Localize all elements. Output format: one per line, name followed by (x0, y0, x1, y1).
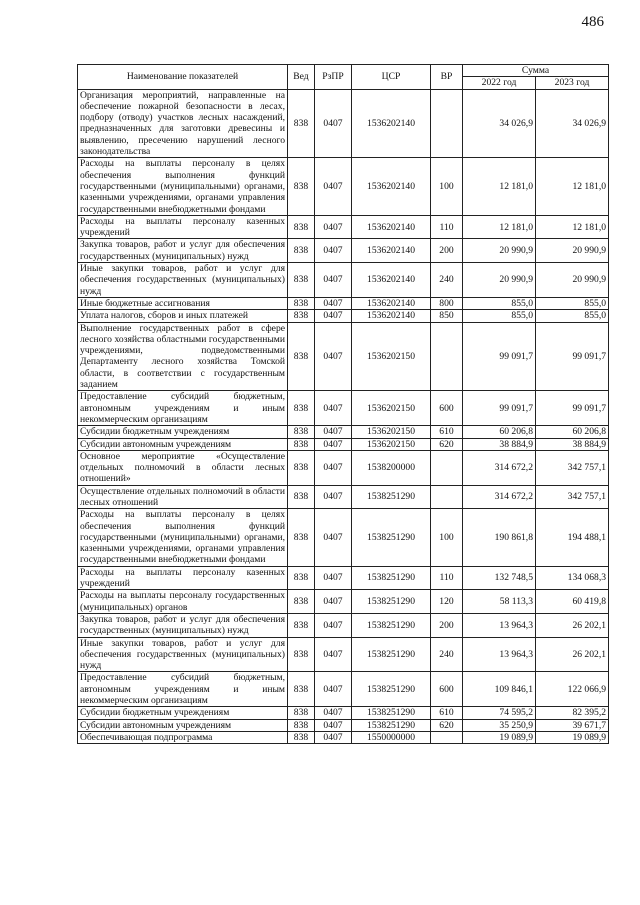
cell-ved: 838 (288, 450, 315, 485)
cell-rzpr: 0407 (315, 707, 352, 719)
header-year-2023: 2023 год (536, 77, 609, 89)
cell-y2022: 314 672,2 (463, 485, 536, 509)
cell-name: Расходы на выплаты персоналу казенных учреждений (78, 215, 288, 239)
cell-vr: 610 (431, 707, 463, 719)
cell-csr: 1538200000 (352, 450, 431, 485)
cell-y2022: 20 990,9 (463, 263, 536, 298)
cell-y2022: 12 181,0 (463, 158, 536, 215)
table-row (78, 719, 609, 731)
cell-rzpr: 0407 (315, 426, 352, 438)
cell-name: Предоставление субсидий бюджетным, автономным учреждениям и иным некоммерческим организациям (78, 672, 288, 707)
header-ved: Вед (288, 65, 315, 90)
cell-y2022: 12 181,0 (463, 215, 536, 239)
cell-y2022: 855,0 (463, 310, 536, 322)
cell-ved: 838 (288, 297, 315, 309)
cell-y2022: 35 250,9 (463, 719, 536, 731)
cell-csr: 1538251290 (352, 485, 431, 509)
cell-rzpr: 0407 (315, 310, 352, 322)
cell-ved: 838 (288, 263, 315, 298)
cell-name: Закупка товаров, работ и услуг для обеспечения государственных (муниципальных) нужд (78, 613, 288, 637)
header-name: Наименование показателей (78, 65, 288, 90)
cell-rzpr: 0407 (315, 719, 352, 731)
cell-ved: 838 (288, 158, 315, 215)
cell-vr: 600 (431, 672, 463, 707)
cell-y2023: 60 206,8 (536, 426, 609, 438)
cell-rzpr: 0407 (315, 566, 352, 590)
cell-y2022: 190 861,8 (463, 509, 536, 566)
cell-ved: 838 (288, 637, 315, 672)
cell-y2023: 60 419,8 (536, 590, 609, 614)
table-row (78, 297, 609, 309)
header-csr: ЦСР (352, 65, 431, 90)
cell-ved: 838 (288, 707, 315, 719)
table-body (78, 89, 609, 744)
cell-csr: 1538251290 (352, 509, 431, 566)
cell-y2022: 60 206,8 (463, 426, 536, 438)
table-row (78, 672, 609, 707)
table-row (78, 438, 609, 450)
cell-y2022: 19 089,9 (463, 731, 536, 743)
cell-y2022: 132 748,5 (463, 566, 536, 590)
cell-name: Субсидии бюджетным учреждениям (78, 707, 288, 719)
cell-csr: 1538251290 (352, 566, 431, 590)
cell-rzpr: 0407 (315, 239, 352, 263)
cell-ved: 838 (288, 672, 315, 707)
cell-rzpr: 0407 (315, 485, 352, 509)
cell-vr: 610 (431, 426, 463, 438)
table-row (78, 310, 609, 322)
cell-vr: 110 (431, 566, 463, 590)
cell-rzpr: 0407 (315, 322, 352, 391)
cell-rzpr: 0407 (315, 672, 352, 707)
table-row (78, 731, 609, 743)
table-row (78, 707, 609, 719)
cell-rzpr: 0407 (315, 89, 352, 158)
cell-csr: 1538251290 (352, 707, 431, 719)
cell-rzpr: 0407 (315, 590, 352, 614)
cell-csr: 1538251290 (352, 719, 431, 731)
cell-csr: 1536202140 (352, 239, 431, 263)
cell-ved: 838 (288, 719, 315, 731)
table-row (78, 158, 609, 215)
table-row (78, 263, 609, 298)
cell-csr: 1536202140 (352, 215, 431, 239)
table-row (78, 566, 609, 590)
cell-name: Расходы на выплаты персоналу в целях обеспечения выполнения функций государственными (муниципальными) органами, казенными учреждениями, органами управления государственными внебюджетными фондами (78, 158, 288, 215)
cell-y2022: 13 964,3 (463, 637, 536, 672)
cell-vr: 600 (431, 391, 463, 426)
cell-vr (431, 89, 463, 158)
cell-ved: 838 (288, 590, 315, 614)
cell-csr: 1536202140 (352, 297, 431, 309)
cell-rzpr: 0407 (315, 637, 352, 672)
cell-vr: 240 (431, 637, 463, 672)
cell-y2023: 342 757,1 (536, 485, 609, 509)
table-row (78, 450, 609, 485)
cell-y2023: 99 091,7 (536, 391, 609, 426)
cell-vr (431, 450, 463, 485)
cell-y2022: 58 113,3 (463, 590, 536, 614)
cell-y2022: 20 990,9 (463, 239, 536, 263)
cell-rzpr: 0407 (315, 613, 352, 637)
cell-y2023: 12 181,0 (536, 158, 609, 215)
cell-name: Иные бюджетные ассигнования (78, 297, 288, 309)
cell-ved: 838 (288, 731, 315, 743)
cell-name: Субсидии автономным учреждениям (78, 438, 288, 450)
cell-name: Основное мероприятие «Осуществление отдельных полномочий в области лесных отношений» (78, 450, 288, 485)
cell-vr: 110 (431, 215, 463, 239)
cell-name: Иные закупки товаров, работ и услуг для обеспечения государственных (муниципальных) нужд (78, 263, 288, 298)
cell-y2023: 34 026,9 (536, 89, 609, 158)
cell-name: Расходы на выплаты персоналу в целях обеспечения выполнения функций государственными (муниципальными) органами, казенными учреждениями, органами управления государственными внебюджетными фондами (78, 509, 288, 566)
cell-rzpr: 0407 (315, 158, 352, 215)
cell-y2022: 38 884,9 (463, 438, 536, 450)
table-row (78, 509, 609, 566)
cell-csr: 1550000000 (352, 731, 431, 743)
cell-csr: 1536202140 (352, 89, 431, 158)
cell-vr: 100 (431, 158, 463, 215)
cell-ved: 838 (288, 239, 315, 263)
header-sum: Сумма (463, 65, 609, 77)
cell-csr: 1538251290 (352, 613, 431, 637)
cell-vr: 850 (431, 310, 463, 322)
cell-name: Предоставление субсидий бюджетным, автономным учреждениям и иным некоммерческим организациям (78, 391, 288, 426)
cell-csr: 1538251290 (352, 637, 431, 672)
cell-name: Расходы на выплаты персоналу казенных учреждений (78, 566, 288, 590)
cell-name: Обеспечивающая подпрограмма (78, 731, 288, 743)
cell-rzpr: 0407 (315, 450, 352, 485)
cell-rzpr: 0407 (315, 391, 352, 426)
cell-name: Субсидии бюджетным учреждениям (78, 426, 288, 438)
cell-y2023: 82 395,2 (536, 707, 609, 719)
cell-name: Субсидии автономным учреждениям (78, 719, 288, 731)
cell-y2023: 855,0 (536, 297, 609, 309)
cell-ved: 838 (288, 89, 315, 158)
header-vr: ВР (431, 65, 463, 90)
table-row (78, 322, 609, 391)
cell-vr: 100 (431, 509, 463, 566)
cell-ved: 838 (288, 613, 315, 637)
cell-vr: 800 (431, 297, 463, 309)
cell-y2022: 99 091,7 (463, 391, 536, 426)
cell-ved: 838 (288, 566, 315, 590)
cell-ved: 838 (288, 438, 315, 450)
cell-y2022: 109 846,1 (463, 672, 536, 707)
cell-y2023: 26 202,1 (536, 637, 609, 672)
cell-csr: 1536202150 (352, 438, 431, 450)
table-row (78, 637, 609, 672)
header-year-2022: 2022 год (463, 77, 536, 89)
cell-ved: 838 (288, 391, 315, 426)
cell-y2023: 855,0 (536, 310, 609, 322)
cell-name: Выполнение государственных работ в сфере лесного хозяйства областными государственными учреждениями, подведомственными Департаменту лесного хозяйства Томской области, в соответствии с государственным заданием (78, 322, 288, 391)
cell-name: Осуществление отдельных полномочий в области лесных отношений (78, 485, 288, 509)
cell-ved: 838 (288, 426, 315, 438)
budget-table (77, 64, 609, 744)
table-row (78, 613, 609, 637)
header-rzpr: РзПР (315, 65, 352, 90)
cell-y2022: 13 964,3 (463, 613, 536, 637)
cell-name: Иные закупки товаров, работ и услуг для обеспечения государственных (муниципальных) нужд (78, 637, 288, 672)
cell-name: Расходы на выплаты персоналу государственных (муниципальных) органов (78, 590, 288, 614)
cell-rzpr: 0407 (315, 731, 352, 743)
page-number: 486 (581, 14, 604, 30)
cell-rzpr: 0407 (315, 509, 352, 566)
table-row (78, 391, 609, 426)
cell-csr: 1536202150 (352, 322, 431, 391)
cell-csr: 1536202150 (352, 426, 431, 438)
cell-vr (431, 322, 463, 391)
cell-rzpr: 0407 (315, 438, 352, 450)
cell-y2023: 26 202,1 (536, 613, 609, 637)
cell-csr: 1536202140 (352, 310, 431, 322)
cell-y2022: 99 091,7 (463, 322, 536, 391)
table-row (78, 590, 609, 614)
cell-csr: 1536202150 (352, 391, 431, 426)
cell-y2022: 34 026,9 (463, 89, 536, 158)
cell-y2023: 122 066,9 (536, 672, 609, 707)
cell-csr: 1536202140 (352, 158, 431, 215)
table-row (78, 426, 609, 438)
cell-vr: 120 (431, 590, 463, 614)
cell-vr: 240 (431, 263, 463, 298)
cell-y2023: 99 091,7 (536, 322, 609, 391)
cell-y2023: 194 488,1 (536, 509, 609, 566)
cell-ved: 838 (288, 215, 315, 239)
table-row (78, 485, 609, 509)
cell-vr: 200 (431, 613, 463, 637)
cell-y2023: 12 181,0 (536, 215, 609, 239)
cell-csr: 1538251290 (352, 672, 431, 707)
cell-vr (431, 485, 463, 509)
cell-vr: 200 (431, 239, 463, 263)
cell-y2023: 20 990,9 (536, 239, 609, 263)
table-header (78, 65, 609, 90)
cell-y2023: 19 089,9 (536, 731, 609, 743)
cell-ved: 838 (288, 509, 315, 566)
table-row (78, 239, 609, 263)
cell-vr (431, 731, 463, 743)
cell-vr: 620 (431, 438, 463, 450)
cell-rzpr: 0407 (315, 263, 352, 298)
cell-y2023: 38 884,9 (536, 438, 609, 450)
cell-vr: 620 (431, 719, 463, 731)
cell-rzpr: 0407 (315, 297, 352, 309)
cell-ved: 838 (288, 485, 315, 509)
cell-y2023: 20 990,9 (536, 263, 609, 298)
cell-y2022: 855,0 (463, 297, 536, 309)
table-row (78, 215, 609, 239)
cell-ved: 838 (288, 322, 315, 391)
cell-csr: 1538251290 (352, 590, 431, 614)
cell-y2022: 74 595,2 (463, 707, 536, 719)
cell-y2023: 39 671,7 (536, 719, 609, 731)
cell-name: Закупка товаров, работ и услуг для обеспечения государственных (муниципальных) нужд (78, 239, 288, 263)
cell-y2023: 134 068,3 (536, 566, 609, 590)
cell-csr: 1536202140 (352, 263, 431, 298)
table-row (78, 89, 609, 158)
cell-rzpr: 0407 (315, 215, 352, 239)
cell-ved: 838 (288, 310, 315, 322)
cell-y2023: 342 757,1 (536, 450, 609, 485)
cell-y2022: 314 672,2 (463, 450, 536, 485)
cell-name: Уплата налогов, сборов и иных платежей (78, 310, 288, 322)
cell-name: Организация мероприятий, направленные на обеспечение пожарной безопасности в лесах, подбору (отводу) участков лесных насаждений, предназначенных для заготовки древесины и выявлению, пресечению нарушений лесного законодательства (78, 89, 288, 158)
